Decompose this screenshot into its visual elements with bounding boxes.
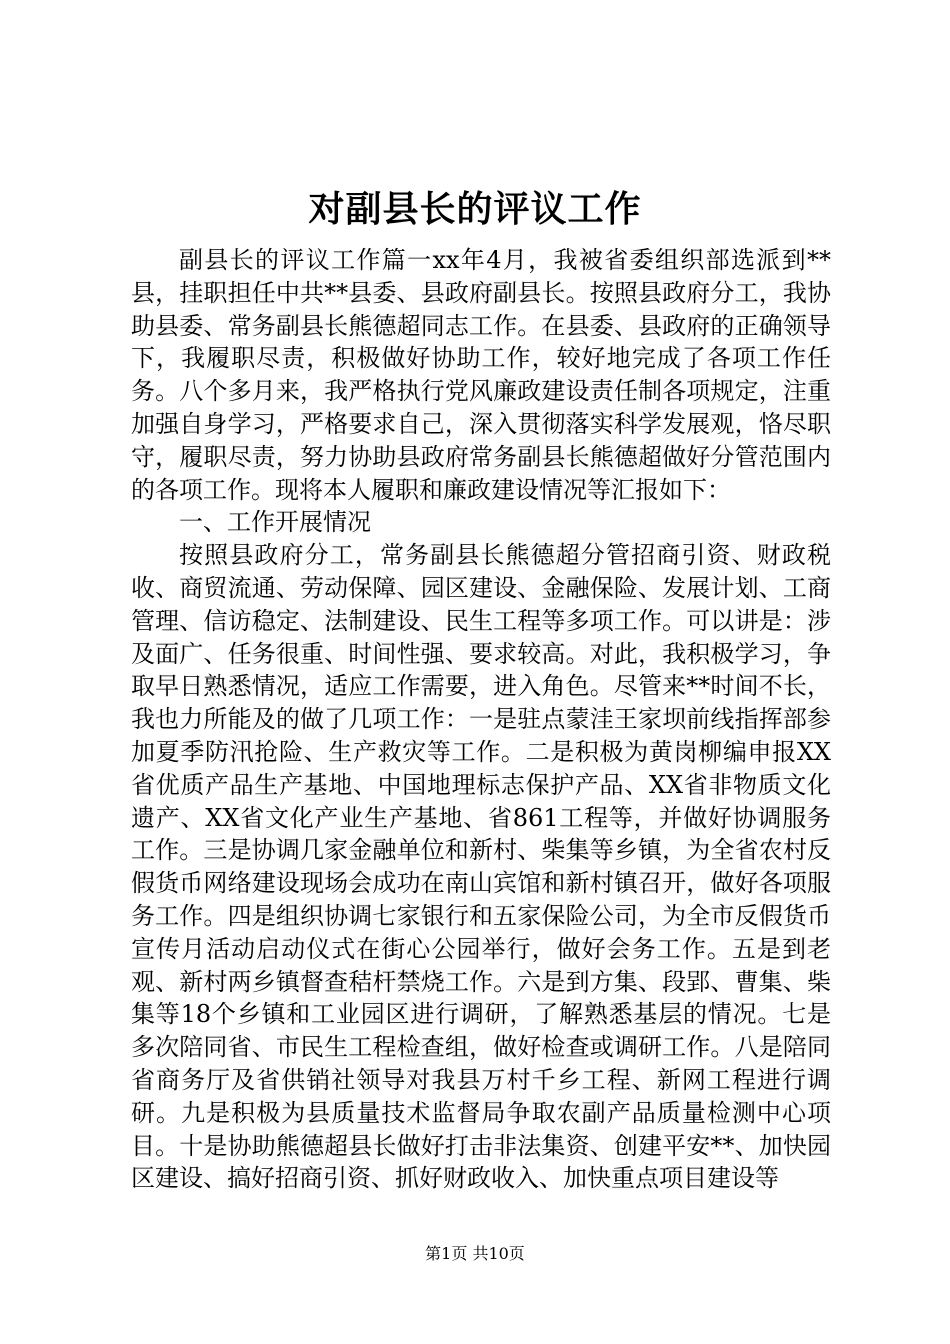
- paragraph-work-details: 按照县政府分工，常务副县长熊德超分管招商引资、财政税收、商贸流通、劳动保障、园区建设、金融保险、发展计划、工商管理、信访稳定、法制建设、民生工程等多项工作。可以讲是：涉及面广、任务很重、时间性强、要求较高。对此，我积极学习，争取早日熟悉情况，适应工作需要，进入角色。尽管来**时间不长，我也力所能及的做了几项工作：一是驻点蒙洼王家坝前线指挥部参加夏季防汛抢险、生产救灾等工作。二是积极为黄岗柳编申报XX省优质产品生产基地、中国地理标志保护产品、XX省非物质文化遗产、XX省文化产业生产基地、省861工程等，并做好协调服务工作。三是协调几家金融单位和新村、柴集等乡镇，为全省农村反假货币网络建设现场会成功在南山宾馆和新村镇召开，做好各项服务工作。四是组织协调七家银行和五家保险公司，为全市反假货币宣传月活动启动仪式在街心公园举行，做好会务工作。五是到老观、新村两乡镇督查秸杆禁烧工作。六是到方集、段郢、曹集、柴集等18个乡镇和工业园区进行调研，了解熟悉基层的情况。七是多次陪同省、市民生工程检查组，做好检查或调研工作。八是陪同省商务厅及省供销社领导对我县万村千乡工程、新网工程进行调研。九是积极为县质量技术监督局争取农副产品质量检测中心项目。十是协助熊德超县长做好打击非法集资、创建平安**、加快园区建设、搞好招商引资、抓好财政收入、加快重点项目建设等: [131, 541, 831, 1193]
- page-number-footer: 第1页 共10页: [425, 1244, 525, 1263]
- section-heading: 一、工作开展情况: [179, 508, 371, 537]
- paragraph-intro: 副县长的评议工作篇一xx年4月，我被省委组织部选派到**县，挂职担任中共**县委、县政府副县长。按照县政府分工，我协助县委、常务副县长熊德超同志工作。在县委、县政府的正确领导下，我履职尽责，积极做好协助工作，较好地完成了各项工作任务。八个多月来，我严格执行党风廉政建设责任制各项规定，注重加强自身学习，严格要求自己，深入贯彻落实科学发展观，恪尽职守，履职尽责，努力协助县政府常务副县长熊德超做好分管范围内的各项工作。现将本人履职和廉政建设情况等汇报如下：: [131, 246, 831, 504]
- document-body: [131, 244, 831, 1195]
- document-title: 对副县长的评议工作: [308, 188, 642, 230]
